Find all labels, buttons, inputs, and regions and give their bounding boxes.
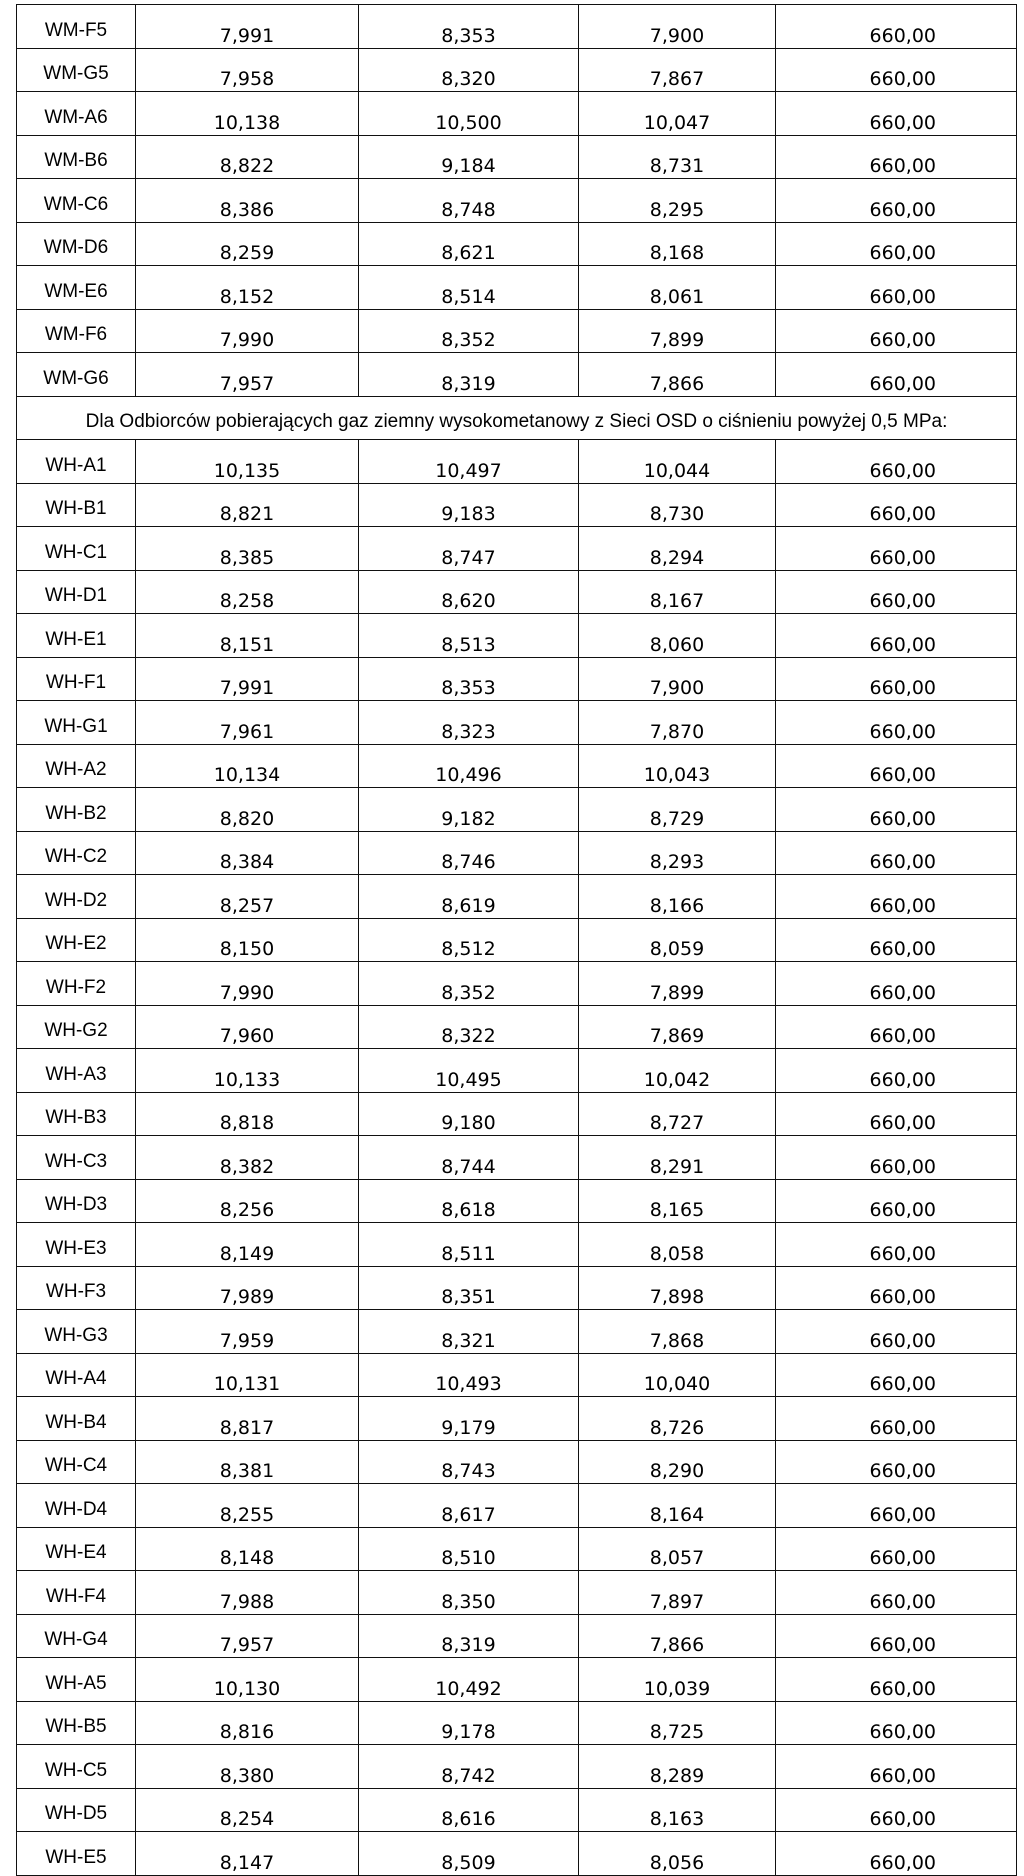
- tariff-group-code: WH-E4: [17, 1527, 136, 1571]
- tariff-group-code: WH-F4: [17, 1571, 136, 1615]
- fee-value: 660,00: [776, 48, 1017, 92]
- rate-value-2: 8,321: [359, 1310, 579, 1354]
- rate-value-3: 10,043: [579, 744, 776, 788]
- table-row: [17, 309, 1017, 353]
- table-row: [17, 1614, 1017, 1658]
- rate-value-3: 8,166: [579, 875, 776, 919]
- tariff-group-code: WH-E5: [17, 1832, 136, 1876]
- table-row: [17, 1701, 1017, 1745]
- rate-value-1: 7,990: [136, 309, 359, 353]
- rate-value-2: 8,351: [359, 1266, 579, 1310]
- tariff-group-code: WH-D1: [17, 570, 136, 614]
- rate-value-3: 7,866: [579, 353, 776, 397]
- fee-value: 660,00: [776, 831, 1017, 875]
- rate-value-1: 8,822: [136, 135, 359, 179]
- fee-value: 660,00: [776, 179, 1017, 223]
- tariff-group-code: WH-B2: [17, 788, 136, 832]
- tariff-group-code: WH-A3: [17, 1049, 136, 1093]
- table-row: [17, 614, 1017, 658]
- rate-value-3: 7,900: [579, 5, 776, 49]
- rate-value-3: 7,897: [579, 1571, 776, 1615]
- table-row: [17, 744, 1017, 788]
- rate-value-3: 8,726: [579, 1397, 776, 1441]
- tariff-group-code: WH-G1: [17, 701, 136, 745]
- rate-value-1: 8,259: [136, 222, 359, 266]
- tariff-group-code: WM-E6: [17, 266, 136, 310]
- rate-value-2: 10,493: [359, 1353, 579, 1397]
- tariff-group-code: WH-A1: [17, 440, 136, 484]
- table-row: [17, 1527, 1017, 1571]
- fee-value: 660,00: [776, 1397, 1017, 1441]
- tariff-group-code: WH-B5: [17, 1701, 136, 1745]
- rate-value-1: 8,152: [136, 266, 359, 310]
- fee-value: 660,00: [776, 483, 1017, 527]
- table-row: [17, 483, 1017, 527]
- rate-value-2: 8,353: [359, 5, 579, 49]
- tariff-table-body: [17, 5, 1017, 1876]
- rate-value-3: 8,056: [579, 1832, 776, 1876]
- fee-value: 660,00: [776, 1092, 1017, 1136]
- tariff-group-code: WH-D5: [17, 1788, 136, 1832]
- rate-value-1: 7,958: [136, 48, 359, 92]
- rate-value-3: 7,900: [579, 657, 776, 701]
- rate-value-3: 8,291: [579, 1136, 776, 1180]
- tariff-group-code: WM-G5: [17, 48, 136, 92]
- rate-value-2: 10,492: [359, 1658, 579, 1702]
- tariff-group-code: WH-C2: [17, 831, 136, 875]
- rate-value-2: 8,513: [359, 614, 579, 658]
- table-row: [17, 222, 1017, 266]
- fee-value: 660,00: [776, 1136, 1017, 1180]
- rate-value-1: 8,380: [136, 1745, 359, 1789]
- table-row: [17, 48, 1017, 92]
- fee-value: 660,00: [776, 309, 1017, 353]
- rate-value-3: 8,727: [579, 1092, 776, 1136]
- rate-value-2: 9,180: [359, 1092, 579, 1136]
- fee-value: 660,00: [776, 1223, 1017, 1267]
- rate-value-1: 7,991: [136, 5, 359, 49]
- rate-value-1: 8,821: [136, 483, 359, 527]
- rate-value-2: 8,322: [359, 1005, 579, 1049]
- rate-value-2: 8,320: [359, 48, 579, 92]
- rate-value-2: 9,184: [359, 135, 579, 179]
- tariff-group-code: WH-D3: [17, 1179, 136, 1223]
- rate-value-1: 8,382: [136, 1136, 359, 1180]
- fee-value: 660,00: [776, 1179, 1017, 1223]
- tariff-group-code: WH-C1: [17, 527, 136, 571]
- fee-value: 660,00: [776, 962, 1017, 1006]
- fee-value: 660,00: [776, 701, 1017, 745]
- fee-value: 660,00: [776, 1571, 1017, 1615]
- rate-value-3: 8,057: [579, 1527, 776, 1571]
- rate-value-2: 8,509: [359, 1832, 579, 1876]
- rate-value-1: 8,150: [136, 918, 359, 962]
- rate-value-3: 7,899: [579, 309, 776, 353]
- tariff-group-code: WH-F3: [17, 1266, 136, 1310]
- table-row: [17, 1484, 1017, 1528]
- tariff-group-code: WM-F5: [17, 5, 136, 49]
- rate-value-2: 8,319: [359, 353, 579, 397]
- rate-value-2: 8,617: [359, 1484, 579, 1528]
- table-row: [17, 1266, 1017, 1310]
- table-row: [17, 701, 1017, 745]
- rate-value-2: 8,743: [359, 1440, 579, 1484]
- rate-value-3: 8,289: [579, 1745, 776, 1789]
- fee-value: 660,00: [776, 1614, 1017, 1658]
- fee-value: 660,00: [776, 1440, 1017, 1484]
- fee-value: 660,00: [776, 92, 1017, 136]
- rate-value-3: 7,869: [579, 1005, 776, 1049]
- rate-value-2: 8,747: [359, 527, 579, 571]
- table-row: [17, 570, 1017, 614]
- tariff-group-code: WH-D4: [17, 1484, 136, 1528]
- fee-value: 660,00: [776, 1658, 1017, 1702]
- rate-value-3: 10,039: [579, 1658, 776, 1702]
- table-row: [17, 1310, 1017, 1354]
- rate-value-2: 8,353: [359, 657, 579, 701]
- tariff-group-code: WH-D2: [17, 875, 136, 919]
- rate-value-3: 8,295: [579, 179, 776, 223]
- tariff-group-code: WH-E2: [17, 918, 136, 962]
- table-row: [17, 875, 1017, 919]
- rate-value-1: 8,384: [136, 831, 359, 875]
- section-header: Dla Odbiorców pobierających gaz ziemny wysokometanowy z Sieci OSD o ciśnieniu powyżej 0,5 MPa:: [17, 396, 1017, 440]
- tariff-group-code: WM-F6: [17, 309, 136, 353]
- rate-value-3: 8,167: [579, 570, 776, 614]
- rate-value-1: 8,255: [136, 1484, 359, 1528]
- rate-value-1: 7,959: [136, 1310, 359, 1354]
- fee-value: 660,00: [776, 222, 1017, 266]
- rate-value-2: 10,495: [359, 1049, 579, 1093]
- tariff-group-code: WH-G4: [17, 1614, 136, 1658]
- rate-value-1: 7,960: [136, 1005, 359, 1049]
- rate-value-1: 8,148: [136, 1527, 359, 1571]
- rate-value-1: 7,990: [136, 962, 359, 1006]
- rate-value-3: 10,047: [579, 92, 776, 136]
- rate-value-2: 8,511: [359, 1223, 579, 1267]
- rate-value-1: 8,147: [136, 1832, 359, 1876]
- table-row: [17, 1092, 1017, 1136]
- rate-value-2: 8,323: [359, 701, 579, 745]
- table-row: [17, 92, 1017, 136]
- fee-value: 660,00: [776, 918, 1017, 962]
- table-row: [17, 1223, 1017, 1267]
- rate-value-1: 8,385: [136, 527, 359, 571]
- rate-value-3: 8,290: [579, 1440, 776, 1484]
- table-row: [17, 918, 1017, 962]
- table-row: [17, 1136, 1017, 1180]
- rate-value-3: 7,870: [579, 701, 776, 745]
- rate-value-2: 9,183: [359, 483, 579, 527]
- table-row: [17, 657, 1017, 701]
- rate-value-3: 8,164: [579, 1484, 776, 1528]
- rate-value-2: 8,350: [359, 1571, 579, 1615]
- rate-value-3: 8,730: [579, 483, 776, 527]
- rate-value-2: 9,182: [359, 788, 579, 832]
- tariff-group-code: WH-F1: [17, 657, 136, 701]
- rate-value-1: 7,989: [136, 1266, 359, 1310]
- rate-value-3: 8,168: [579, 222, 776, 266]
- rate-value-1: 10,130: [136, 1658, 359, 1702]
- rate-value-2: 8,742: [359, 1745, 579, 1789]
- rate-value-1: 10,134: [136, 744, 359, 788]
- tariff-group-code: WH-G2: [17, 1005, 136, 1049]
- rate-value-1: 8,151: [136, 614, 359, 658]
- rate-value-2: 8,616: [359, 1788, 579, 1832]
- tariff-group-code: WH-C3: [17, 1136, 136, 1180]
- rate-value-2: 8,512: [359, 918, 579, 962]
- tariff-group-code: WH-B1: [17, 483, 136, 527]
- rate-value-1: 8,258: [136, 570, 359, 614]
- rate-value-2: 8,621: [359, 222, 579, 266]
- table-row: [17, 179, 1017, 223]
- rate-value-1: 10,138: [136, 92, 359, 136]
- fee-value: 660,00: [776, 570, 1017, 614]
- fee-value: 660,00: [776, 1701, 1017, 1745]
- fee-value: 660,00: [776, 5, 1017, 49]
- rate-value-2: 8,748: [359, 179, 579, 223]
- rate-value-3: 8,165: [579, 1179, 776, 1223]
- fee-value: 660,00: [776, 657, 1017, 701]
- rate-value-3: 8,729: [579, 788, 776, 832]
- tariff-group-code: WM-C6: [17, 179, 136, 223]
- tariff-group-code: WM-B6: [17, 135, 136, 179]
- table-row: [17, 527, 1017, 571]
- rate-value-3: 7,899: [579, 962, 776, 1006]
- rate-value-3: 8,059: [579, 918, 776, 962]
- rate-value-2: 8,319: [359, 1614, 579, 1658]
- tariff-group-code: WH-A2: [17, 744, 136, 788]
- tariff-group-code: WH-C5: [17, 1745, 136, 1789]
- rate-value-3: 8,163: [579, 1788, 776, 1832]
- table-row: [17, 1658, 1017, 1702]
- table-row: [17, 1571, 1017, 1615]
- table-row: [17, 1179, 1017, 1223]
- rate-value-1: 8,817: [136, 1397, 359, 1441]
- tariff-table: [16, 4, 1017, 1876]
- rate-value-2: 8,352: [359, 309, 579, 353]
- rate-value-3: 8,293: [579, 831, 776, 875]
- fee-value: 660,00: [776, 135, 1017, 179]
- tariff-group-code: WM-G6: [17, 353, 136, 397]
- fee-value: 660,00: [776, 1788, 1017, 1832]
- table-row: [17, 135, 1017, 179]
- rate-value-1: 8,149: [136, 1223, 359, 1267]
- rate-value-2: 8,746: [359, 831, 579, 875]
- fee-value: 660,00: [776, 875, 1017, 919]
- rate-value-3: 10,040: [579, 1353, 776, 1397]
- section-header-row: [17, 396, 1017, 440]
- table-row: [17, 353, 1017, 397]
- tariff-group-code: WH-E3: [17, 1223, 136, 1267]
- tariff-group-code: WH-A4: [17, 1353, 136, 1397]
- rate-value-2: 10,500: [359, 92, 579, 136]
- rate-value-3: 8,725: [579, 1701, 776, 1745]
- rate-value-1: 7,991: [136, 657, 359, 701]
- fee-value: 660,00: [776, 440, 1017, 484]
- rate-value-1: 8,386: [136, 179, 359, 223]
- fee-value: 660,00: [776, 353, 1017, 397]
- rate-value-1: 8,820: [136, 788, 359, 832]
- rate-value-2: 8,514: [359, 266, 579, 310]
- tariff-group-code: WH-B3: [17, 1092, 136, 1136]
- tariff-group-code: WM-D6: [17, 222, 136, 266]
- table-row: [17, 1005, 1017, 1049]
- fee-value: 660,00: [776, 1527, 1017, 1571]
- rate-value-1: 7,961: [136, 701, 359, 745]
- rate-value-3: 7,867: [579, 48, 776, 92]
- rate-value-2: 10,496: [359, 744, 579, 788]
- rate-value-2: 9,178: [359, 1701, 579, 1745]
- rate-value-3: 8,294: [579, 527, 776, 571]
- tariff-group-code: WM-A6: [17, 92, 136, 136]
- rate-value-3: 8,058: [579, 1223, 776, 1267]
- fee-value: 660,00: [776, 527, 1017, 571]
- rate-value-2: 8,619: [359, 875, 579, 919]
- rate-value-2: 9,179: [359, 1397, 579, 1441]
- rate-value-2: 8,620: [359, 570, 579, 614]
- fee-value: 660,00: [776, 1745, 1017, 1789]
- table-row: [17, 1440, 1017, 1484]
- rate-value-3: 8,731: [579, 135, 776, 179]
- rate-value-1: 8,254: [136, 1788, 359, 1832]
- rate-value-2: 10,497: [359, 440, 579, 484]
- rate-value-1: 8,381: [136, 1440, 359, 1484]
- table-row: [17, 1745, 1017, 1789]
- fee-value: 660,00: [776, 1310, 1017, 1354]
- table-row: [17, 962, 1017, 1006]
- rate-value-2: 8,618: [359, 1179, 579, 1223]
- tariff-group-code: WH-G3: [17, 1310, 136, 1354]
- rate-value-1: 7,957: [136, 353, 359, 397]
- table-row: [17, 266, 1017, 310]
- fee-value: 660,00: [776, 744, 1017, 788]
- tariff-group-code: WH-B4: [17, 1397, 136, 1441]
- fee-value: 660,00: [776, 1005, 1017, 1049]
- rate-value-3: 8,061: [579, 266, 776, 310]
- table-row: [17, 1353, 1017, 1397]
- rate-value-1: 10,131: [136, 1353, 359, 1397]
- rate-value-1: 8,816: [136, 1701, 359, 1745]
- rate-value-1: 10,133: [136, 1049, 359, 1093]
- table-row: [17, 1049, 1017, 1093]
- rate-value-2: 8,744: [359, 1136, 579, 1180]
- table-row: [17, 1832, 1017, 1876]
- fee-value: 660,00: [776, 1266, 1017, 1310]
- rate-value-3: 7,898: [579, 1266, 776, 1310]
- tariff-group-code: WH-F2: [17, 962, 136, 1006]
- fee-value: 660,00: [776, 266, 1017, 310]
- rate-value-1: 8,257: [136, 875, 359, 919]
- fee-value: 660,00: [776, 1353, 1017, 1397]
- fee-value: 660,00: [776, 1484, 1017, 1528]
- rate-value-1: 8,256: [136, 1179, 359, 1223]
- fee-value: 660,00: [776, 614, 1017, 658]
- fee-value: 660,00: [776, 788, 1017, 832]
- table-row: [17, 788, 1017, 832]
- rate-value-3: 10,044: [579, 440, 776, 484]
- fee-value: 660,00: [776, 1832, 1017, 1876]
- rate-value-3: 8,060: [579, 614, 776, 658]
- rate-value-2: 8,510: [359, 1527, 579, 1571]
- table-row: [17, 1788, 1017, 1832]
- table-row: [17, 831, 1017, 875]
- rate-value-1: 7,957: [136, 1614, 359, 1658]
- rate-value-1: 10,135: [136, 440, 359, 484]
- rate-value-3: 7,868: [579, 1310, 776, 1354]
- table-row: [17, 1397, 1017, 1441]
- fee-value: 660,00: [776, 1049, 1017, 1093]
- tariff-group-code: WH-E1: [17, 614, 136, 658]
- tariff-group-code: WH-A5: [17, 1658, 136, 1702]
- tariff-group-code: WH-C4: [17, 1440, 136, 1484]
- rate-value-3: 7,866: [579, 1614, 776, 1658]
- rate-value-1: 7,988: [136, 1571, 359, 1615]
- rate-value-2: 8,352: [359, 962, 579, 1006]
- rate-value-1: 8,818: [136, 1092, 359, 1136]
- table-row: [17, 5, 1017, 49]
- table-row: [17, 440, 1017, 484]
- rate-value-3: 10,042: [579, 1049, 776, 1093]
